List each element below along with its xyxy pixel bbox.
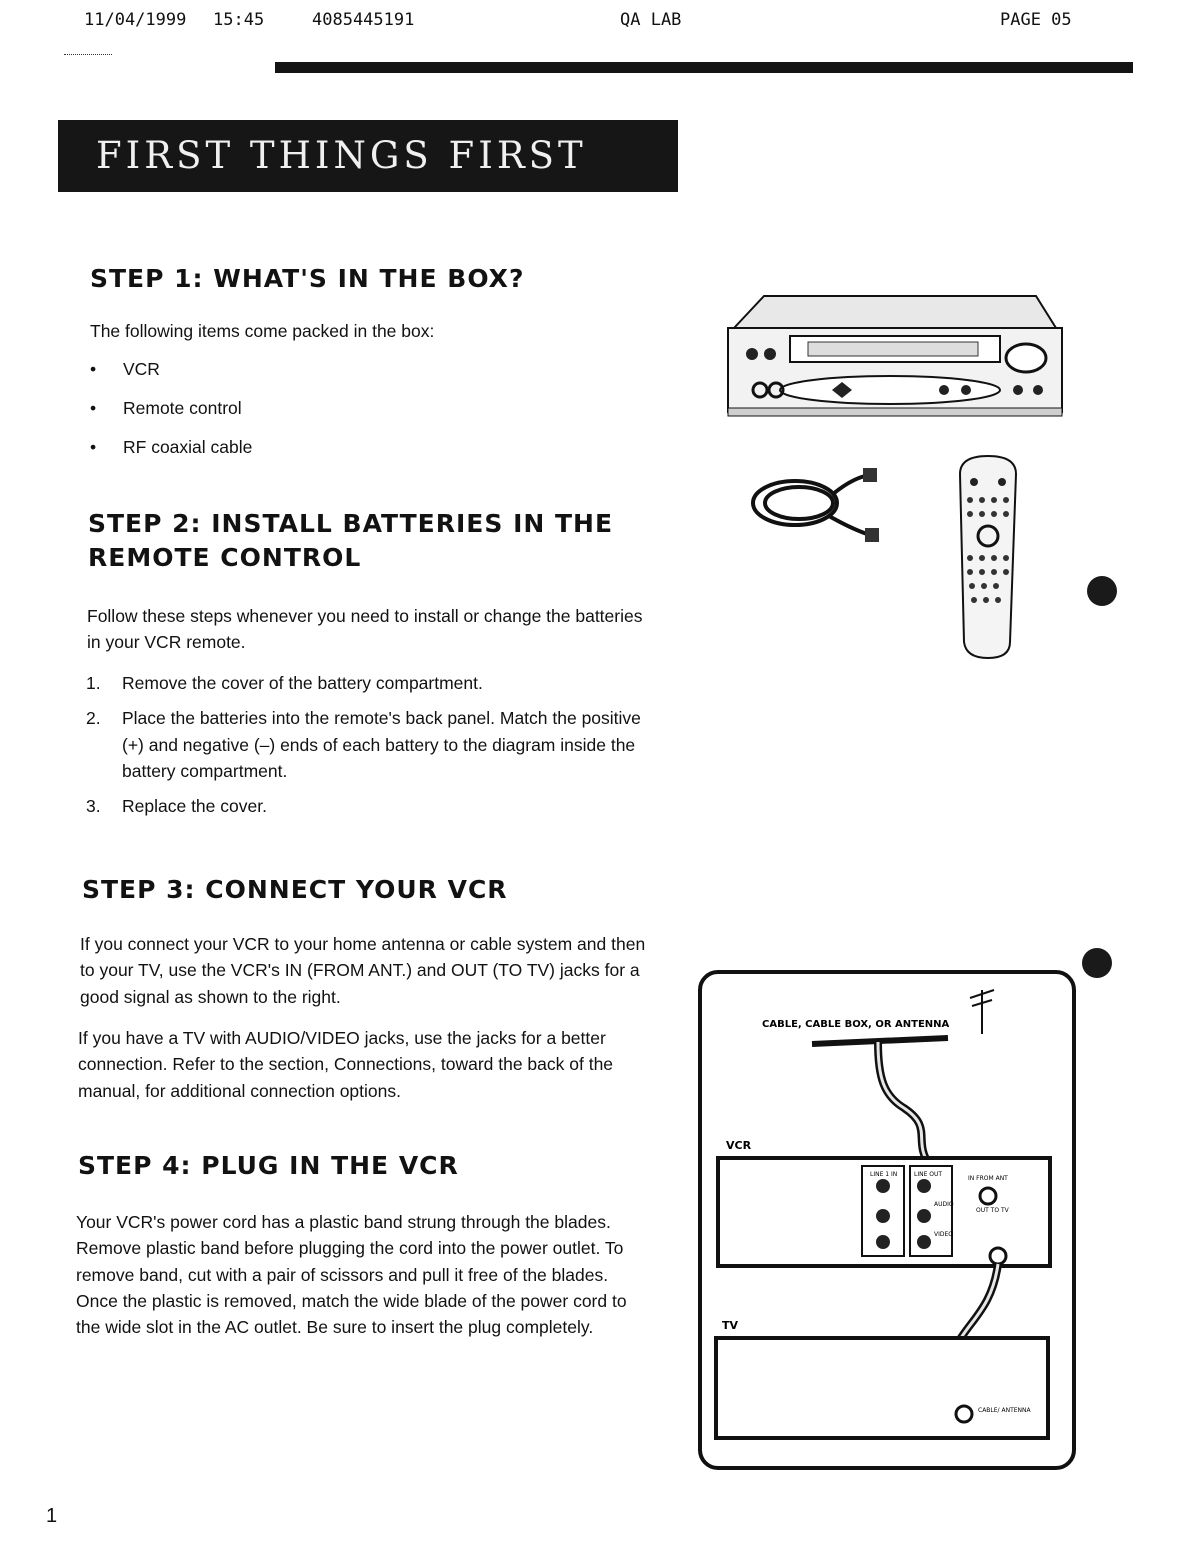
- fax-lab: QA LAB: [620, 10, 682, 30]
- fax-time: 15:45: [213, 10, 265, 30]
- vcr-label: VCR: [726, 1139, 752, 1152]
- audio-label: AUDIO: [934, 1201, 954, 1208]
- header-rule: [275, 62, 1133, 73]
- step1-heading: STEP 1: WHAT'S IN THE BOX?: [90, 264, 525, 293]
- tv-label: TV: [722, 1319, 739, 1332]
- list-item: • VCR: [86, 356, 486, 395]
- fax-page-number: PAGE 05: [1000, 10, 1072, 30]
- step2-step: [84, 670, 652, 696]
- step-text: Remove the cover of the battery compartment.: [122, 673, 483, 693]
- line-out-label: LINE OUT: [914, 1171, 943, 1178]
- step3-heading: STEP 3: CONNECT YOUR VCR: [82, 875, 508, 904]
- connection-diagram: [692, 968, 1082, 1473]
- step2-step: [84, 793, 652, 819]
- step2-heading-line1: STEP 2: INSTALL BATTERIES IN THE: [88, 509, 614, 538]
- source-label: CABLE, CABLE BOX, OR ANTENNA: [762, 1019, 950, 1030]
- step1-intro: The following items come packed in the box:: [90, 321, 435, 341]
- tv-jack-label: CABLE/ ANTENNA: [978, 1407, 1031, 1414]
- vcr-illustration: [720, 290, 1065, 425]
- tv-back-panel: [716, 1338, 1048, 1438]
- line-in-label: LINE 1 IN: [870, 1171, 898, 1178]
- banner-title: FIRST THINGS FIRST: [96, 134, 587, 177]
- section-banner: [58, 120, 678, 192]
- step2-heading-line2: REMOTE CONTROL: [88, 542, 362, 572]
- fax-phone: 4085445191: [312, 10, 415, 30]
- list-item: • RF coaxial cable: [86, 434, 486, 473]
- page-number: 1: [46, 1505, 58, 1527]
- margin-dot: [1082, 948, 1112, 978]
- step1-item-list: [86, 356, 486, 473]
- step4-para: Your VCR's power cord has a plastic band strung through the blades. Remove plastic band before plugging the cord into the power outlet. To remove band, cut with a pair of scissors and pull it free of the blades. Once the plastic is removed, match the wide blade of the power cord to the wide slot in the AC outlet. Be sure to insert the plug completely.: [76, 1212, 627, 1337]
- fax-date: 11/04/1999: [84, 10, 187, 30]
- step-number: 3.: [86, 796, 101, 816]
- step2-intro: Follow these steps whenever you need to install or change the batteries in your VCR remote.: [87, 606, 643, 653]
- margin-dot: [1087, 576, 1117, 606]
- ant-in-label: IN FROM ANT: [968, 1175, 1008, 1182]
- step-number: 2.: [86, 708, 101, 729]
- video-label: VIDEO: [934, 1231, 954, 1238]
- step-text: Replace the cover.: [122, 796, 267, 816]
- step-text: Place the batteries into the remote's back panel. Match the positive (+) and negative (–) ends of each battery to the diagram inside the battery compartment.: [122, 708, 641, 781]
- coax-cable-illustration: [745, 458, 885, 548]
- step3-para2: If you have a TV with AUDIO/VIDEO jacks, use the jacks for a better connection. Refer to the section, Connections, toward the back of the manual, for additional connection options.: [78, 1028, 614, 1101]
- step4-heading: STEP 4: PLUG IN THE VCR: [78, 1151, 459, 1180]
- step3-para1: If you connect your VCR to your home antenna or cable system and then to your TV, use the VCR's IN (FROM ANT.) and OUT (TO TV) jacks for a good signal as shown to the right.: [80, 934, 646, 1007]
- dotted-mark: [64, 54, 112, 55]
- ant-out-label: OUT TO TV: [976, 1207, 1009, 1214]
- step2-steps: [84, 670, 652, 828]
- remote-control-illustration: [950, 452, 1028, 664]
- list-item: • Remote control: [86, 395, 486, 434]
- step-number: 1.: [86, 673, 101, 693]
- step2-heading: [88, 507, 648, 575]
- step2-step: [84, 705, 652, 784]
